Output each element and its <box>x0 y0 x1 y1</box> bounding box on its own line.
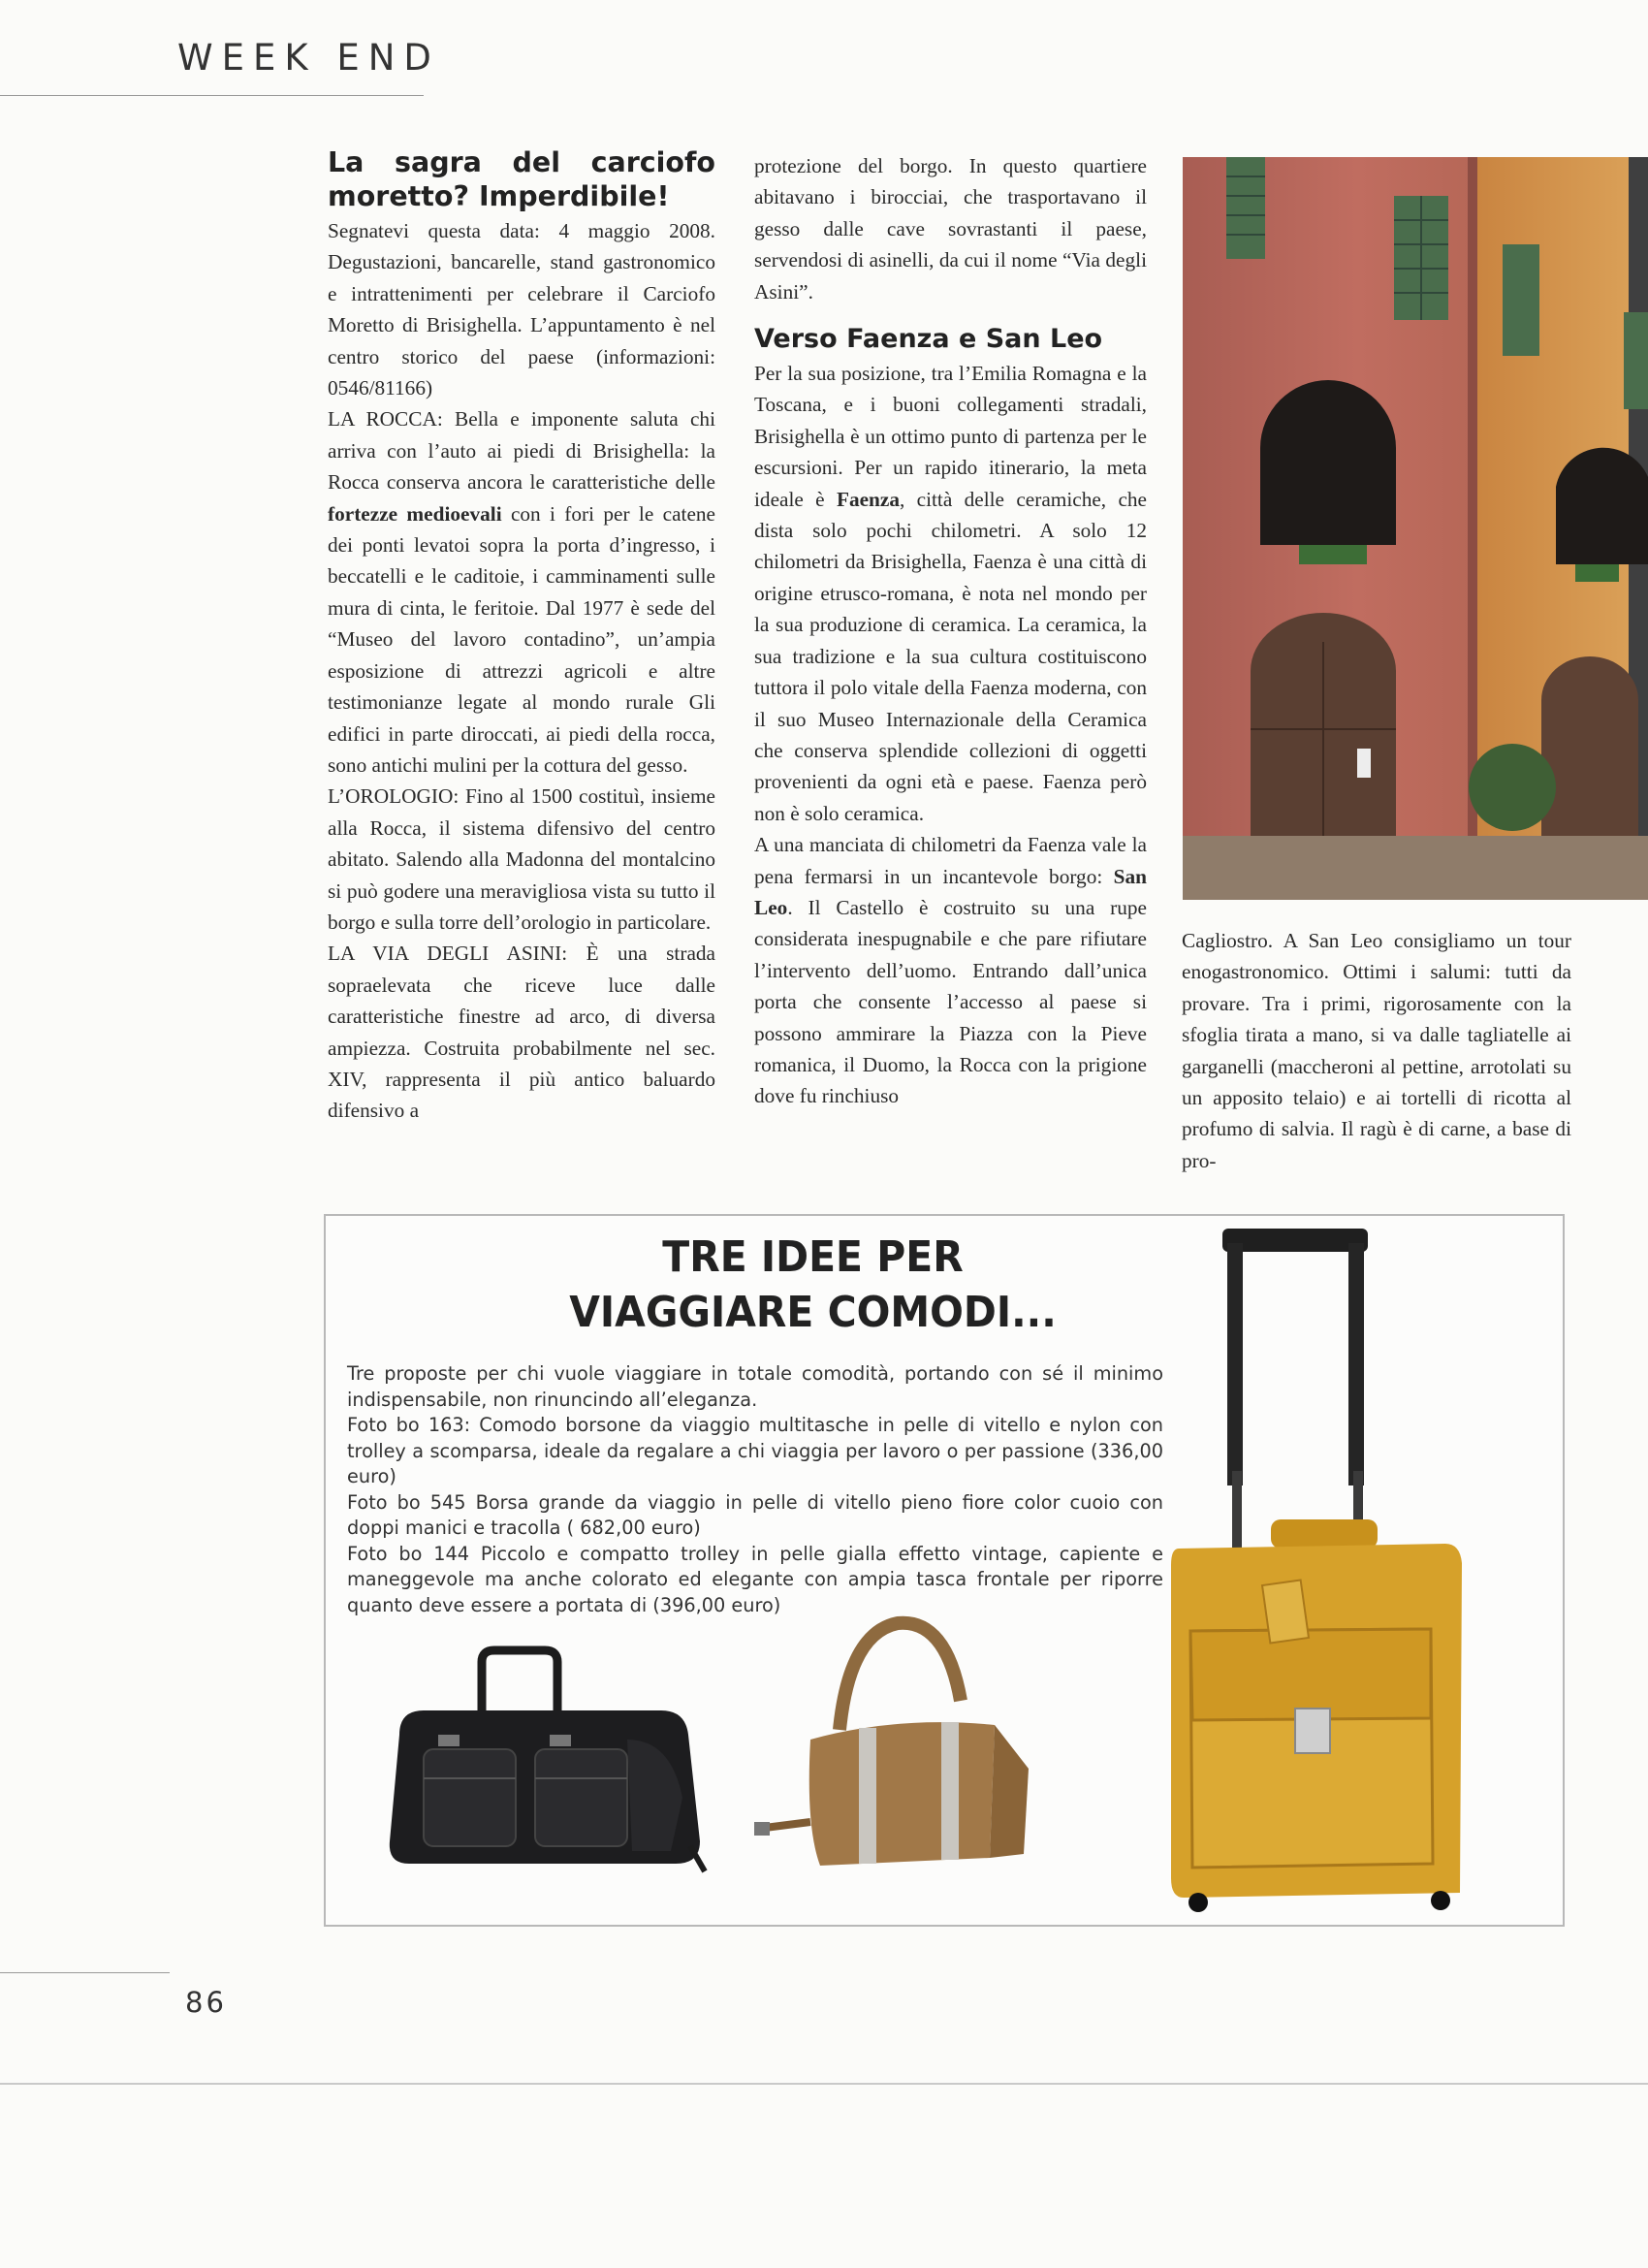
heading-faenza: Verso Faenza e San Leo <box>754 324 1103 355</box>
rocca-paragraph <box>328 403 715 781</box>
asini-paragraph <box>328 938 715 1126</box>
heading-sagra: La sagra del carciofo moretto? Imperdibile! <box>328 146 715 212</box>
black-travel-bag-image <box>380 1643 710 1880</box>
continuation-paragraph: protezione del borgo. In questo quartiere abitavano i birocciai, che trasportavano il gesso dalle cave sovrastanti il paese, servendosi di asinelli, da cui il nome “Via degli Asini”. <box>754 154 1147 303</box>
rocca-text-1: : Bella e imponente saluta chi arriva con l’auto ai piedi di Brisighella: la Rocca conserva ancora le caratteristiche delle <box>328 407 715 495</box>
article-column-2 <box>754 150 1147 1112</box>
orologio-text: : Fino al 1500 costituì, insieme alla Rocca, il sistema difensivo del centro abitato. Salendo alla Madonna del montalcino si può godere una meravigliosa vista su tutto il borgo e sulla torre dell’orologio in particolare. <box>328 784 715 934</box>
asini-text: : È una strada sopraelevata che riceve luce dalle caratteristiche finestre ad arco, di diversa ampiezza. Costruita probabilmente nel sec. XIV, rappresenta il più antico baluardo difensivo a <box>328 942 715 1123</box>
sanleo-bold: San Leo <box>754 864 1147 919</box>
box-intro: Tre proposte per chi vuole viaggiare in totale comodità, portando con sé il minimo indispensabile, non rinuncindo all’eleganza. <box>347 1362 1163 1411</box>
faenza-text-a: Per la sua posizione, tra l’Emilia Romagna e la Toscana, e i buoni collegamenti stradali, Brisighella è un ottimo punto di partenza per le escursioni. Per un rapido itinerario, la meta ideale è <box>754 362 1147 511</box>
box-title <box>513 1230 1112 1340</box>
article-column-3 <box>1182 925 1571 1176</box>
brisighella-street-photo <box>1183 157 1648 900</box>
sanleo-text-b: . Il Castello è costruito su una rupe considerata inespugnabile e che pare rifiutare l’intervento dell’uomo. Entrando dall’unica porta che consente l’accesso al paese si possono ammirare la Piazza con la Pieve romanica, il Duomo, la Rocca con la prigione dove fu rinchiuso <box>754 895 1147 1108</box>
rocca-bold: fortezze medioevali <box>328 501 502 526</box>
yellow-trolley-image <box>1150 1224 1470 1917</box>
col3-paragraph: Cagliostro. A San Leo consigliamo un tour enogastronomico. Ottimi i salumi: tutti da provare. Tra i primi, rigorosamente con la sfoglia tirata a mano, si va dalle tagliatelle ai garganelli (maccheroni al pettine, arrotolati su un apposito telaio) e ai tortelli di ricotta al profumo di salvia. Il ragù è di carne, a base di pro- <box>1182 929 1571 1172</box>
section-label: WEEK END <box>177 37 440 79</box>
box-text <box>347 1361 1163 1618</box>
tan-leather-bag-image <box>752 1604 1053 1880</box>
page-bottom-rule <box>0 2083 1648 2085</box>
intro-paragraph: Segnatevi questa data: 4 maggio 2008. Degustazioni, bancarelle, stand gastronomico e intrattenimenti per celebrare il Carciofo Moretto di Brisighella. L’appuntamento è nel centro storico del paese (informazioni: 0546/81166) <box>328 219 715 400</box>
box-item-2: Foto bo 545 Borsa grande da viaggio in pelle di vitello pieno fiore color cuoio con doppi manici e tracolla ( 682,00 euro) <box>347 1490 1163 1539</box>
sanleo-text-a: A una manciata di chilometri da Faenza vale la pena fermarsi in un incantevole borgo: <box>754 833 1147 888</box>
rocca-text-2: con i fori per le catene dei ponti levatoi sopra la porta d’ingresso, i beccatelli e le caditoie, i camminamenti sulle mura di cinta, le feritoie. Dal 1977 è sede del “Museo del lavoro contadino”, un’ampia esposizione di attrezzi agricoli e altre testimonianze legate al mondo rurale Gli edifici in parte diroccati, ai piedi della rocca, sono antichi mulini per la cottura del gesso. <box>328 501 715 777</box>
box-item-3: Foto bo 144 Piccolo e compatto trolley in pelle gialla effetto vintage, capiente e maneggevole ma anche colorato ed elegante con ampia tasca frontale per riporre quanto deve essere a portata di (396,00 euro) <box>347 1542 1163 1616</box>
travel-ideas-box <box>324 1214 1565 1927</box>
orologio-label: L’OROLOGIO <box>328 784 454 809</box>
page-number: 86 <box>185 1986 227 2019</box>
box-item-1: Foto bo 163: Comodo borsone da viaggio multitasche in pelle di vitello e nylon con trolley a scomparsa, ideale da regalare a chi viaggia per lavoro o per passione (336,00 euro) <box>347 1414 1163 1487</box>
faenza-bold: Faenza <box>836 487 900 511</box>
sanleo-paragraph <box>754 829 1147 1112</box>
orologio-paragraph <box>328 781 715 938</box>
asini-label: LA VIA DEGLI ASINI <box>328 942 562 966</box>
faenza-text-b: , città delle ceramiche, che dista solo pochi chilometri. A solo 12 chilometri da Brisighella, Faenza è una città di origine etrusco-romana, è nota nel mondo per la sua produzione di ceramica. La ceramica, la sua tradizione e la sua cultura costituiscono tuttora il polo vitale della Faenza moderna, con il suo Museo Internazionale della Ceramica che conserva splendide collezioni di oggetti provenienti da ogni età e paese. Faenza però non è solo ceramica. <box>754 487 1147 825</box>
article-column-1 <box>328 145 715 1127</box>
footer-rule <box>0 1972 170 1973</box>
box-title-line-1: TRE IDEE PER <box>662 1232 964 1282</box>
rocca-label: LA ROCCA <box>328 407 437 431</box>
box-title-line-2: VIAGGIARE COMODI... <box>569 1288 1057 1337</box>
header-rule <box>0 95 424 96</box>
faenza-paragraph <box>754 358 1147 829</box>
